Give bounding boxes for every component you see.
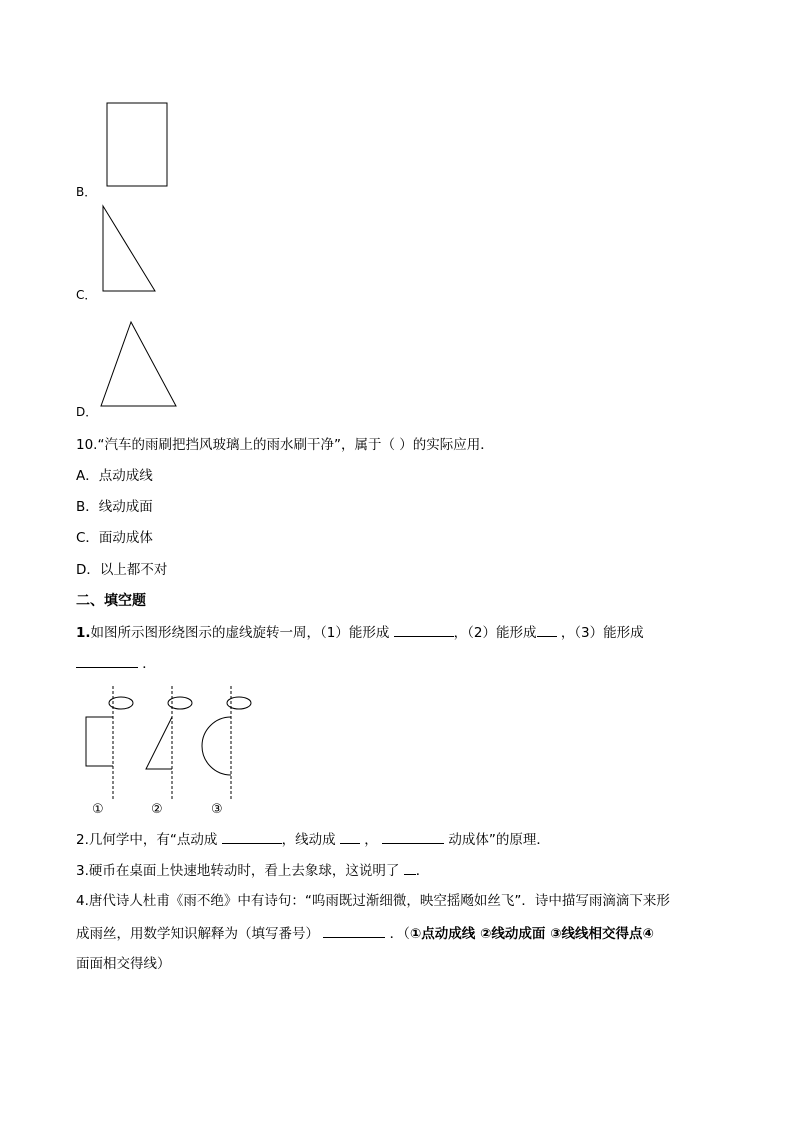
fill-question-1-end: ． xyxy=(142,656,156,672)
question-10-option-a: A．点动成线 xyxy=(76,468,153,484)
figure-label-3: ③ xyxy=(211,802,223,817)
answer-blank-2-3[interactable] xyxy=(382,829,444,844)
answer-blank-3-1[interactable] xyxy=(404,860,416,875)
fill-question-4-line2 xyxy=(76,923,654,944)
figure-label-2: ② xyxy=(151,802,163,817)
option-d-label: D． xyxy=(76,405,98,419)
answer-blank-2-1[interactable] xyxy=(222,829,282,844)
fill-question-1-text-a: 如图所示图形绕图示的虚线旋转一周，（1）能形成 xyxy=(90,625,390,641)
fill-question-3-end: ． xyxy=(415,863,430,879)
figure-rectangle-rotation xyxy=(86,686,133,800)
fill-question-3 xyxy=(76,860,429,881)
fill-question-1-text-c: ，（3）能形成 xyxy=(560,625,644,641)
fill-question-2 xyxy=(76,829,550,850)
fill-question-4-text-a: 成雨丝，用数学知识解释为（填写番号） xyxy=(76,926,319,942)
question-10-option-c: C．面动成体 xyxy=(76,530,153,546)
section-title: 二、填空题 xyxy=(76,593,146,609)
fill-question-4-choices: ①点动成线 ②线动成面 ③线线相交得点④ xyxy=(409,926,654,942)
figure-triangle-rotation xyxy=(146,686,192,800)
fill-question-1-number: 1. xyxy=(76,625,91,641)
fill-question-3-text: 3.硬币在桌面上快速地转动时，看上去象球，这说明了 xyxy=(76,863,400,879)
fill-question-4-line3: 面面相交得线） xyxy=(76,956,171,972)
question-10-stem: 10.“汽车的雨刷把挡风玻璃上的雨水刷干净”，属于（ ）的实际应用． xyxy=(76,437,494,453)
fill-question-2-text-d: 动成体”的原理． xyxy=(448,832,550,848)
option-b-label: B． xyxy=(76,185,97,199)
figure-semicircle-rotation xyxy=(202,686,251,800)
fill-question-2-text-b: ，线动成 xyxy=(281,832,336,848)
figure-label-1: ① xyxy=(92,802,104,817)
fill-question-1-text-b: ，（2）能形成 xyxy=(453,625,537,641)
answer-blank-2-2[interactable] xyxy=(340,829,360,844)
fill-question-4-text-b: ．（ xyxy=(389,926,410,942)
question-10-option-d: D．以上都不对 xyxy=(76,562,168,578)
option-c-label: C． xyxy=(76,288,97,302)
question-10-option-b: B．线动成面 xyxy=(76,499,153,515)
fill-question-2-text-c: ， xyxy=(364,832,378,848)
answer-blank-4-1[interactable] xyxy=(323,923,385,938)
fill-question-4-line1: 4.唐代诗人杜甫《雨不绝》中有诗句：“呜雨既过渐细微，映空摇飏如丝飞”．诗中描写雨滴滴下来形 xyxy=(76,893,670,909)
fill-question-2-text-a: 2.几何学中，有“点动成 xyxy=(76,832,218,848)
